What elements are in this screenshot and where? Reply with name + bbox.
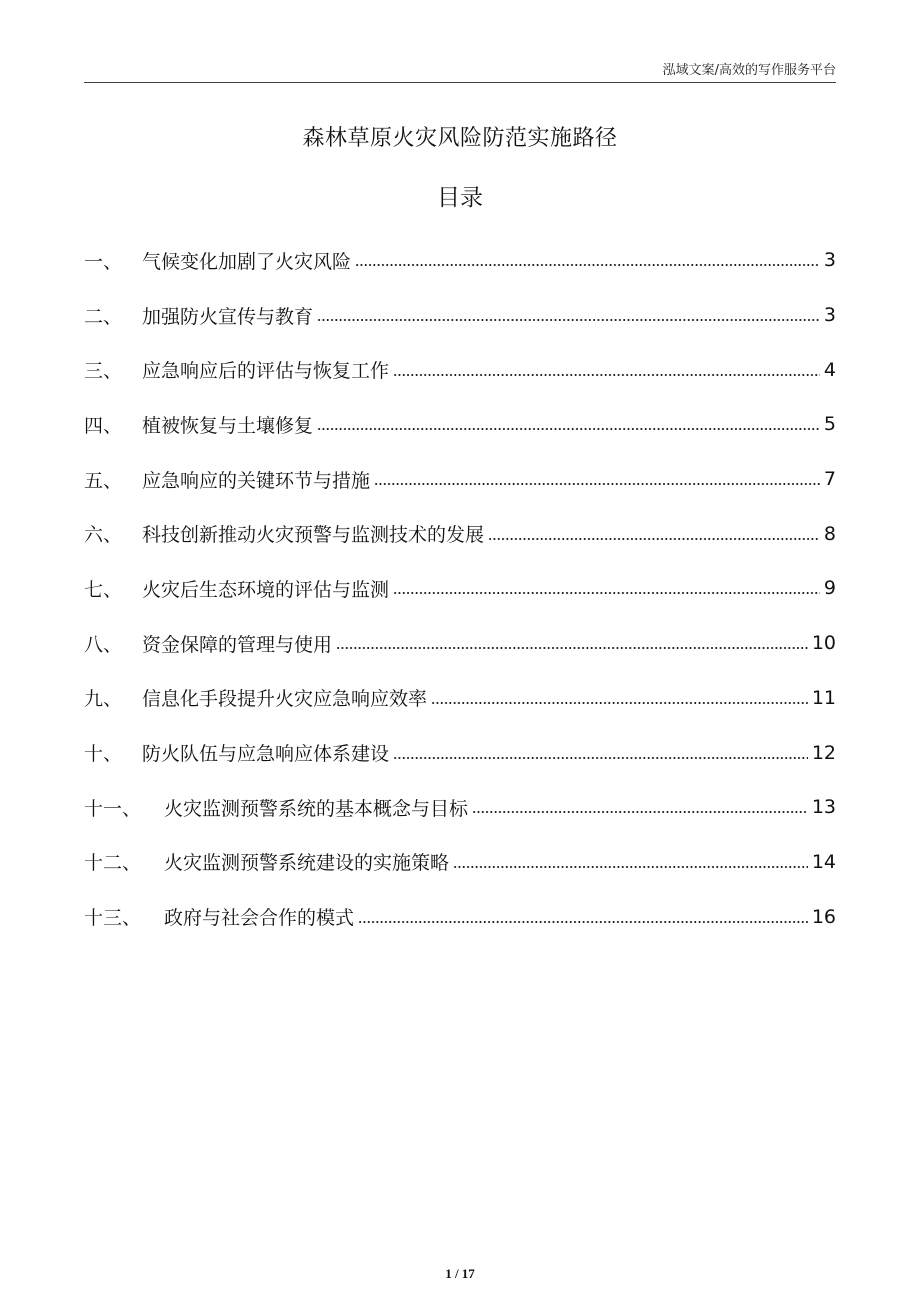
toc-dot-leader [358, 921, 808, 923]
toc-entry-page: 4 [823, 358, 836, 381]
toc-entry-title: 应急响应后的评估与恢复工作 [142, 360, 390, 383]
toc-entry-page: 8 [823, 522, 836, 545]
toc-dot-leader [393, 757, 808, 759]
toc-entry-number: 八、 [84, 633, 123, 656]
toc-entry-number: 六、 [84, 524, 123, 547]
toc-entry-number: 三、 [84, 360, 123, 383]
toc-entry-title: 政府与社会合作的模式 [164, 907, 355, 930]
toc-entry-title: 火灾监测预警系统的基本概念与目标 [164, 797, 469, 820]
toc-entry-title: 资金保障的管理与使用 [142, 633, 333, 656]
toc-dot-leader [317, 319, 820, 321]
toc-dot-leader [472, 811, 808, 813]
toc-entry[interactable] [84, 780, 836, 835]
toc-entry-page: 12 [811, 741, 836, 764]
toc-entry[interactable] [84, 506, 836, 561]
toc-dot-leader [431, 702, 808, 704]
toc-entry[interactable] [84, 835, 836, 890]
toc-entry-page: 16 [811, 905, 836, 928]
toc-entry-title: 火灾监测预警系统建设的实施策略 [164, 852, 450, 875]
toc-entry-number: 二、 [84, 305, 123, 328]
toc-entry-number: 五、 [84, 469, 123, 492]
toc-entry-title: 信息化手段提升火灾应急响应效率 [142, 688, 428, 711]
toc-entry[interactable] [84, 397, 836, 452]
toc-entry-title: 科技创新推动火灾预警与监测技术的发展 [142, 524, 485, 547]
page-header: 泓域文案/高效的写作服务平台 [662, 63, 836, 78]
toc-entry[interactable] [84, 671, 836, 726]
toc-dot-leader [336, 647, 808, 649]
toc-entry-page: 14 [811, 850, 836, 873]
toc-entry-page: 9 [823, 577, 836, 600]
toc-dot-leader [393, 374, 820, 376]
toc-entry-number: 四、 [84, 414, 123, 437]
table-of-contents [84, 233, 836, 944]
toc-entry-number: 十、 [84, 743, 123, 766]
toc-entry-page: 10 [811, 632, 836, 655]
toc-entry-title: 防火队伍与应急响应体系建设 [142, 743, 390, 766]
page-number-footer: 1 / 17 [445, 1266, 475, 1281]
toc-entry-number: 十二、 [84, 852, 142, 875]
toc-entry[interactable] [84, 288, 836, 343]
toc-dot-leader [355, 264, 820, 266]
toc-entry[interactable] [84, 342, 836, 397]
toc-entry-title: 加强防火宣传与教育 [142, 305, 314, 328]
toc-dot-leader [317, 428, 820, 430]
toc-entry[interactable] [84, 233, 836, 288]
toc-dot-leader [488, 538, 820, 540]
toc-entry-title: 应急响应的关键环节与措施 [142, 469, 371, 492]
toc-entry[interactable] [84, 889, 836, 944]
toc-entry-title: 植被恢复与土壤修复 [142, 414, 314, 437]
toc-entry[interactable] [84, 616, 836, 671]
toc-entry-title: 气候变化加剧了火灾风险 [142, 250, 352, 273]
header-divider [84, 82, 836, 83]
toc-dot-leader [393, 592, 820, 594]
toc-entry-page: 7 [823, 468, 836, 491]
toc-entry-number: 十一、 [84, 797, 142, 820]
toc-entry-number: 一、 [84, 250, 123, 273]
document-title: 森林草原火灾风险防范实施路径 [302, 126, 618, 151]
toc-dot-leader [374, 483, 820, 485]
toc-entry[interactable] [84, 561, 836, 616]
toc-entry-number: 十三、 [84, 907, 142, 930]
toc-entry-page: 5 [823, 413, 836, 436]
toc-entry-page: 3 [823, 249, 836, 272]
toc-entry-number: 七、 [84, 578, 123, 601]
toc-entry-page: 11 [811, 686, 836, 709]
toc-entry[interactable] [84, 452, 836, 507]
toc-entry[interactable] [84, 725, 836, 780]
toc-dot-leader [453, 866, 808, 868]
toc-entry-title: 火灾后生态环境的评估与监测 [142, 578, 390, 601]
toc-heading: 目录 [437, 185, 483, 211]
toc-entry-page: 13 [811, 796, 836, 819]
toc-entry-number: 九、 [84, 688, 123, 711]
toc-entry-page: 3 [823, 304, 836, 327]
